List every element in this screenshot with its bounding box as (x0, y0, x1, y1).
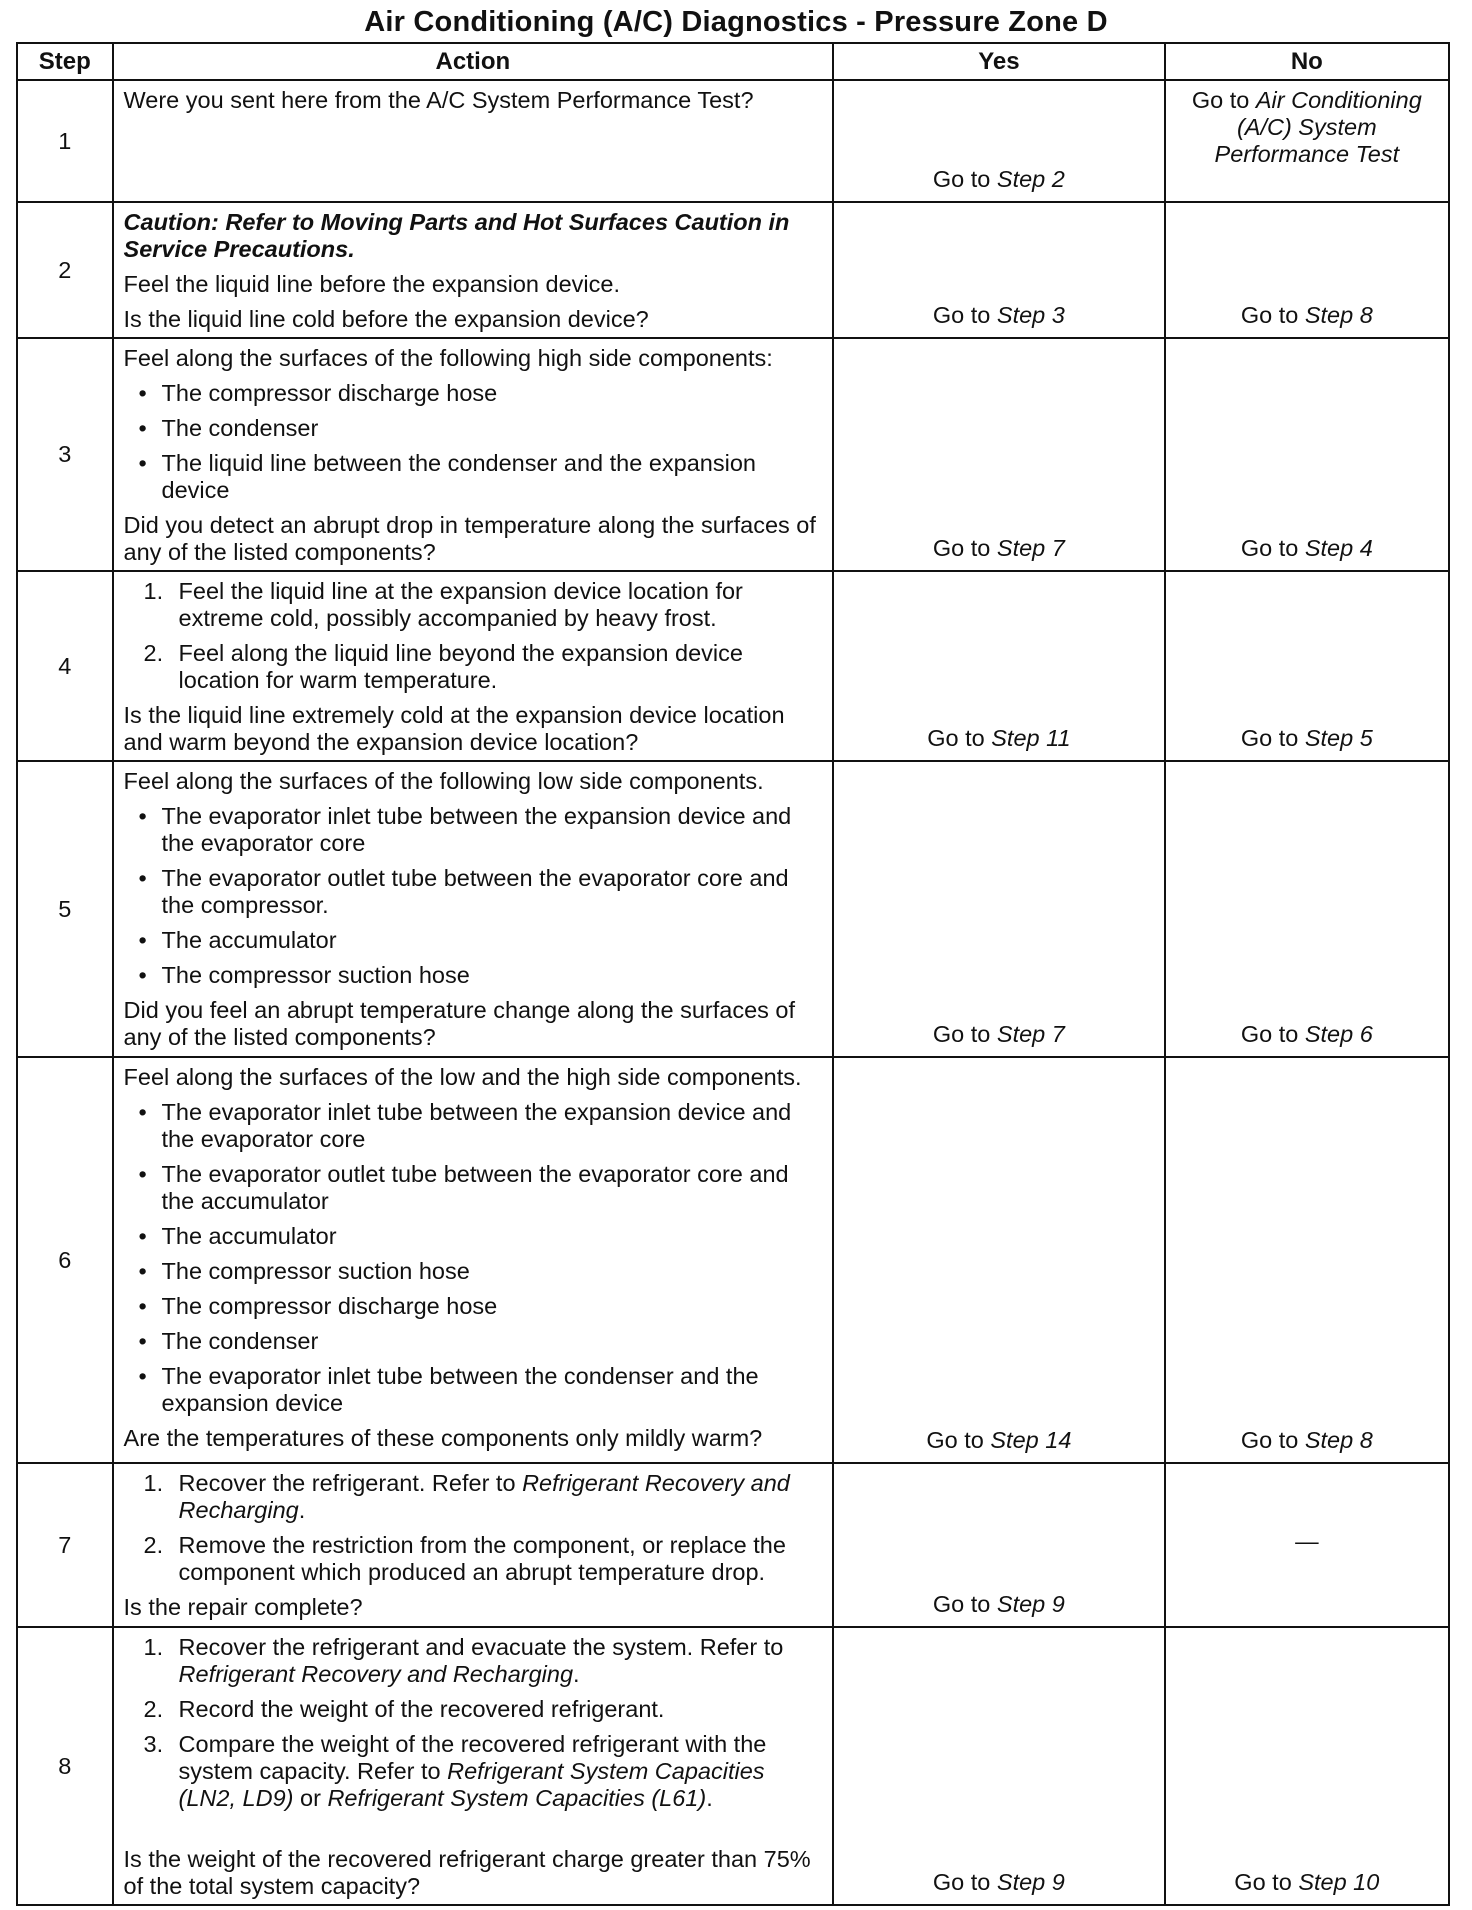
step-action (113, 1057, 834, 1463)
step-instruction: Feel along the surfaces of the low and the high side components. (123, 1064, 802, 1090)
step-row-8 (17, 1627, 1449, 1905)
step-action (113, 761, 834, 1057)
step-action (113, 571, 834, 761)
procedure-list (124, 1634, 823, 1812)
go-to-label: Go to (1234, 1869, 1292, 1895)
list-item: • The compressor suction hose (124, 962, 823, 989)
go-to-label: Go to (932, 1591, 991, 1617)
no-cell (1165, 761, 1449, 1057)
list-number: 2. (143, 1532, 164, 1558)
list-text: Recover the refrigerant and evacuate the system. Refer to (178, 1634, 784, 1660)
yes-step-link[interactable]: Step 9 (996, 1869, 1065, 1895)
list-item: • The evaporator outlet tube between the evaporator core and the compressor. (124, 865, 823, 919)
yes-cell (833, 1057, 1165, 1463)
step-question: Is the repair complete? (123, 1594, 363, 1620)
yes-cell (833, 202, 1165, 338)
step-row-5 (17, 761, 1449, 1057)
list-item: • The evaporator inlet tube between the expansion device and the evaporator core (124, 803, 823, 857)
list-item: • The liquid line between the condenser and the expansion device (124, 450, 823, 504)
list-item: • The evaporator inlet tube between the expansion device and the evaporator core (124, 1099, 823, 1153)
step-row-4 (17, 571, 1449, 761)
no-step-link[interactable]: Step 5 (1304, 725, 1373, 751)
list-text: or (300, 1785, 321, 1811)
step-action (113, 1463, 834, 1627)
step-number: 6 (17, 1057, 113, 1463)
step-action (113, 1627, 834, 1905)
list-text: Record the weight of the recovered refrigerant. (178, 1696, 665, 1722)
list-item: 3. Compare the weight of the recovered refrigerant with the system capacity. Refer to Refrigerant System Capacities (LN2, LD9) or Refrigerant System Capacities (L61). (143, 1731, 767, 1811)
yes-cell (833, 338, 1165, 571)
yes-cell (833, 1463, 1165, 1627)
step-number: 5 (17, 761, 113, 1057)
go-to-label: Go to (932, 535, 991, 561)
procedure-link[interactable]: Refrigerant Recovery and Recharging (178, 1661, 574, 1687)
no-step-link[interactable]: Step 6 (1304, 1021, 1373, 1047)
list-number: 2. (143, 640, 164, 666)
no-cell (1165, 202, 1449, 338)
list-item: • The accumulator (124, 1223, 823, 1250)
step-question: Did you feel an abrupt temperature change along the surfaces of any of the listed components? (123, 997, 796, 1050)
header-action: Action (113, 43, 834, 80)
header-yes: Yes (833, 43, 1165, 80)
list-item (124, 1696, 823, 1723)
list-item (124, 578, 823, 632)
page-title: Air Conditioning (A/C) Diagnostics - Pressure Zone D (364, 6, 1108, 38)
step-row-7 (17, 1463, 1449, 1627)
list-item: 1. Recover the refrigerant. Refer to Refrigerant Recovery and Recharging. (143, 1470, 790, 1523)
component-list (124, 380, 823, 504)
yes-step-link[interactable]: Step 7 (996, 535, 1065, 561)
step-instruction: Feel along the surfaces of the following low side components. (123, 768, 764, 794)
procedure-link[interactable]: Refrigerant System Capacities (LN2, LD9) (178, 1758, 765, 1811)
procedure-link[interactable]: Refrigerant Recovery and Recharging (178, 1470, 790, 1523)
go-to-label: Go to (926, 1427, 984, 1453)
list-item: • The evaporator inlet tube between the condenser and the expansion device (124, 1363, 823, 1417)
step-row-3 (17, 338, 1449, 571)
step-instruction: Feel along the surfaces of the following high side components: (123, 345, 773, 371)
yes-step-link[interactable]: Step 14 (990, 1427, 1072, 1453)
list-item (124, 1532, 823, 1586)
step-number: 4 (17, 571, 113, 761)
list-item: • The compressor discharge hose (124, 380, 823, 407)
component-list (124, 803, 823, 989)
yes-cell (833, 1627, 1165, 1905)
list-item: • The compressor discharge hose (124, 1293, 823, 1320)
step-action (113, 338, 834, 571)
list-text: Remove the restriction from the component, or replace the component which produced an abrupt temperature drop. (178, 1532, 786, 1585)
go-to-label: Go to (932, 1021, 991, 1047)
component-list (124, 1099, 823, 1417)
step-row-2 (17, 202, 1449, 338)
yes-step-link[interactable]: Step 3 (996, 302, 1065, 328)
step-action (113, 80, 834, 202)
list-text: Compare the weight of the recovered refrigerant with the system capacity. Refer to (178, 1731, 767, 1784)
step-question: Is the liquid line cold before the expansion device? (123, 306, 649, 332)
step-question: Are the temperatures of these components only mildly warm? (123, 1425, 763, 1451)
list-number: 1. (143, 1470, 164, 1496)
go-to-label: Go to (1240, 535, 1299, 561)
step-question: Did you detect an abrupt drop in temperature along the surfaces of any of the listed components? (123, 512, 816, 565)
go-to-label: Go to (1240, 725, 1299, 751)
no-cell (1165, 1627, 1449, 1905)
yes-step-link[interactable]: Step 11 (991, 725, 1071, 751)
step-number: 3 (17, 338, 113, 571)
list-text: Feel along the liquid line beyond the expansion device location for warm temperature. (178, 640, 743, 693)
go-to-label: Go to (932, 1869, 991, 1895)
list-number: 2. (143, 1696, 164, 1722)
no-step-link[interactable]: Step 8 (1304, 1427, 1373, 1453)
go-to-label: Go to (927, 725, 985, 751)
procedure-list (124, 1470, 823, 1586)
list-item: 1. Recover the refrigerant and evacuate the system. Refer to Refrigerant Recovery and Recharging. (143, 1634, 784, 1687)
list-text: Feel the liquid line at the expansion device location for extreme cold, possibly accompanied by heavy frost. (178, 578, 743, 631)
no-cell (1165, 571, 1449, 761)
step-number: 2 (17, 202, 113, 338)
list-item (124, 640, 823, 694)
step-row-1 (17, 80, 1449, 202)
no-procedure-link[interactable]: Air Conditioning (A/C) System Performance Test (1214, 87, 1422, 167)
yes-step-link[interactable]: Step 2 (996, 166, 1065, 192)
list-number: 3. (143, 1731, 164, 1757)
list-number: 1. (143, 1634, 164, 1660)
step-question: Is the liquid line extremely cold at the expansion device location and warm beyond the expansion device location? (123, 702, 785, 755)
procedure-list (124, 578, 823, 694)
step-question: Is the weight of the recovered refrigerant charge greater than 75% of the total system capacity? (123, 1846, 811, 1899)
step-question: Were you sent here from the A/C System Performance Test? (123, 87, 754, 113)
yes-step-link[interactable]: Step 9 (996, 1591, 1065, 1617)
yes-cell (833, 571, 1165, 761)
step-number: 8 (17, 1627, 113, 1905)
no-cell (1165, 338, 1449, 571)
go-to-label: Go to (932, 166, 991, 192)
go-to-label: Go to (1240, 1021, 1299, 1047)
list-item: • The compressor suction hose (124, 1258, 823, 1285)
go-to-label: Go to (1240, 302, 1299, 328)
go-to-label: Go to (1191, 87, 1250, 113)
yes-cell (833, 80, 1165, 202)
list-item: • The condenser (124, 1328, 823, 1355)
step-action (113, 202, 834, 338)
header-step: Step (17, 43, 113, 80)
no-step-link[interactable]: Step 8 (1304, 302, 1373, 328)
no-cell (1165, 80, 1449, 202)
header-row (17, 43, 1449, 80)
step-number: 1 (17, 80, 113, 202)
diagnostic-table (16, 42, 1450, 1906)
no-step-link[interactable]: Step 10 (1298, 1869, 1380, 1895)
header-no: No (1165, 43, 1449, 80)
yes-step-link[interactable]: Step 7 (996, 1021, 1065, 1047)
list-number: 1. (143, 578, 164, 604)
step-number: 7 (17, 1463, 113, 1627)
step-row-6 (17, 1057, 1449, 1463)
go-to-label: Go to (932, 302, 991, 328)
go-to-label: Go to (1240, 1427, 1299, 1453)
caution-note: Caution: Refer to Moving Parts and Hot Surfaces Caution in Service Precautions. (123, 209, 790, 262)
procedure-link[interactable]: Refrigerant System Capacities (L61) (327, 1785, 707, 1811)
list-item: • The evaporator outlet tube between the evaporator core and the accumulator (124, 1161, 823, 1215)
list-item: • The accumulator (124, 927, 823, 954)
list-item: • The condenser (124, 415, 823, 442)
no-step-link[interactable]: Step 4 (1304, 535, 1373, 561)
list-text: Recover the refrigerant. Refer to (178, 1470, 516, 1496)
no-cell: — (1165, 1463, 1449, 1627)
step-instruction: Feel the liquid line before the expansion device. (123, 271, 620, 297)
no-cell (1165, 1057, 1449, 1463)
yes-cell (833, 761, 1165, 1057)
